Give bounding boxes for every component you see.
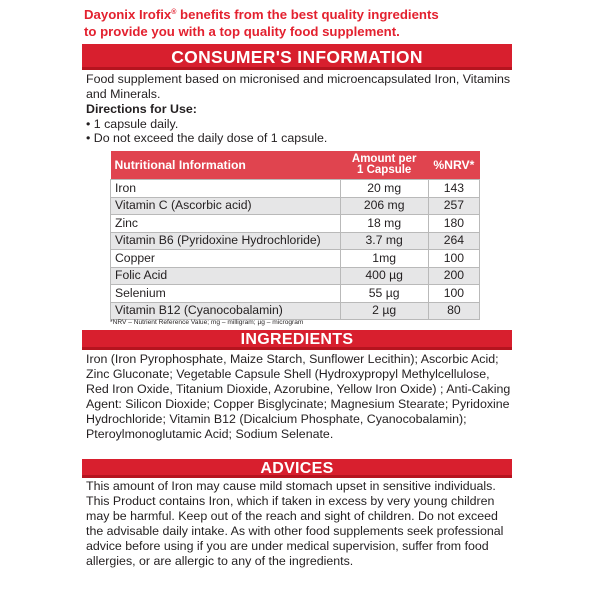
nrv-footnote: *NRV – Nutrient Reference Value; mg – milligram; µg – microgram [110, 319, 304, 326]
nutrient-name: Iron [111, 180, 341, 198]
direction-item: • 1 capsule daily. [86, 116, 179, 131]
intro-line-1-rest: benefits from the best quality ingredients [176, 7, 439, 22]
nutrient-name: Selenium [111, 285, 341, 303]
header-nrv: %NRV* [428, 151, 479, 180]
nutrient-nrv: 100 [428, 250, 479, 268]
nutrient-nrv: 143 [428, 180, 479, 198]
nutrient-amount: 3.7 mg [340, 232, 428, 250]
nutrient-nrv: 257 [428, 197, 479, 215]
product-description: Food supplement based on micronised and microencapsulated Iron, Vitamins and Minerals. [86, 72, 511, 101]
nutrient-amount: 55 µg [340, 285, 428, 303]
nutrient-amount: 400 µg [340, 267, 428, 285]
nutrient-amount: 18 mg [340, 215, 428, 233]
direction-item: • Do not exceed the daily dose of 1 capsule. [86, 131, 328, 145]
intro-line-2: to provide you with a top quality food supplement. [84, 24, 400, 39]
nutrient-nrv: 100 [428, 285, 479, 303]
nutrient-nrv: 80 [428, 302, 479, 320]
nutrition-table-header [111, 151, 480, 180]
table-row [111, 197, 480, 215]
consumer-information-heading: CONSUMER'S INFORMATION [82, 44, 512, 70]
header-amount [340, 151, 428, 180]
ingredients-text: Iron (Iron Pyrophosphate, Maize Starch, Sunflower Lecithin); Ascorbic Acid; Zinc Gluconate; Vegetable Capsule Shell (Hydroxypropyl Methylcellulose, Red Iron Oxide, Titanium Dioxide, Azorubine, Yellow Iron Oxide) ; Anti-Caking Agent: Silicon Dioxide; Copper Bisglycinate; Magnesium Stearate; Pyridoxine Hydrochloride; Vitamin B12 (Dicalcium Phosphate, Cyanocobalamin); Pteroylmonoglutamic Acid; Sodium Selenate. [86, 352, 511, 441]
advices-heading: ADVICES [82, 459, 512, 478]
nutrient-amount: 206 mg [340, 197, 428, 215]
header-amount-line-2: 1 Capsule [357, 164, 412, 176]
nutrient-amount: 1mg [340, 250, 428, 268]
header-amount-line-1: Amount per [351, 152, 417, 165]
table-row [111, 302, 480, 320]
table-row [111, 180, 480, 198]
nutrient-name: Vitamin C (Ascorbic acid) [111, 197, 341, 215]
advices-text: This amount of Iron may cause mild stomach upset in sensitive individuals. This Product contains Iron, which if taken in excess by very young children may be harmful. Keep out of the reach and sight of children. Do not exceed the advisable daily intake. As with other food supplements seek professional advice before using if you are under medical supervision, suffer from food allergies, or are allergic to any of the ingredients. [86, 479, 504, 568]
nutrient-name: Vitamin B12 (Cyanocobalamin) [111, 302, 341, 320]
nutrient-nrv: 200 [428, 267, 479, 285]
nutrient-name: Folic Acid [111, 267, 341, 285]
nutrient-nrv: 264 [428, 232, 479, 250]
registered-mark: ® [171, 9, 177, 16]
nutrition-table [110, 151, 480, 320]
directions-title: Directions for Use: [86, 102, 197, 116]
ingredients-heading: INGREDIENTS [82, 330, 512, 350]
table-row [111, 250, 480, 268]
brand-name: Dayonix Irofix [84, 7, 172, 22]
table-row [111, 215, 480, 233]
header-nutrient: Nutritional Information [111, 151, 341, 180]
nutrient-name: Zinc [111, 215, 341, 233]
nutrient-nrv: 180 [428, 215, 479, 233]
table-row [111, 232, 480, 250]
nutrient-name: Vitamin B6 (Pyridoxine Hydrochloride) [111, 232, 341, 250]
nutrient-amount: 20 mg [340, 180, 428, 198]
nutrient-name: Copper [111, 250, 341, 268]
table-row [111, 285, 480, 303]
table-row [111, 267, 480, 285]
nutrient-amount: 2 µg [340, 302, 428, 320]
intro-statement [84, 4, 514, 40]
intro-line-1 [84, 4, 514, 23]
